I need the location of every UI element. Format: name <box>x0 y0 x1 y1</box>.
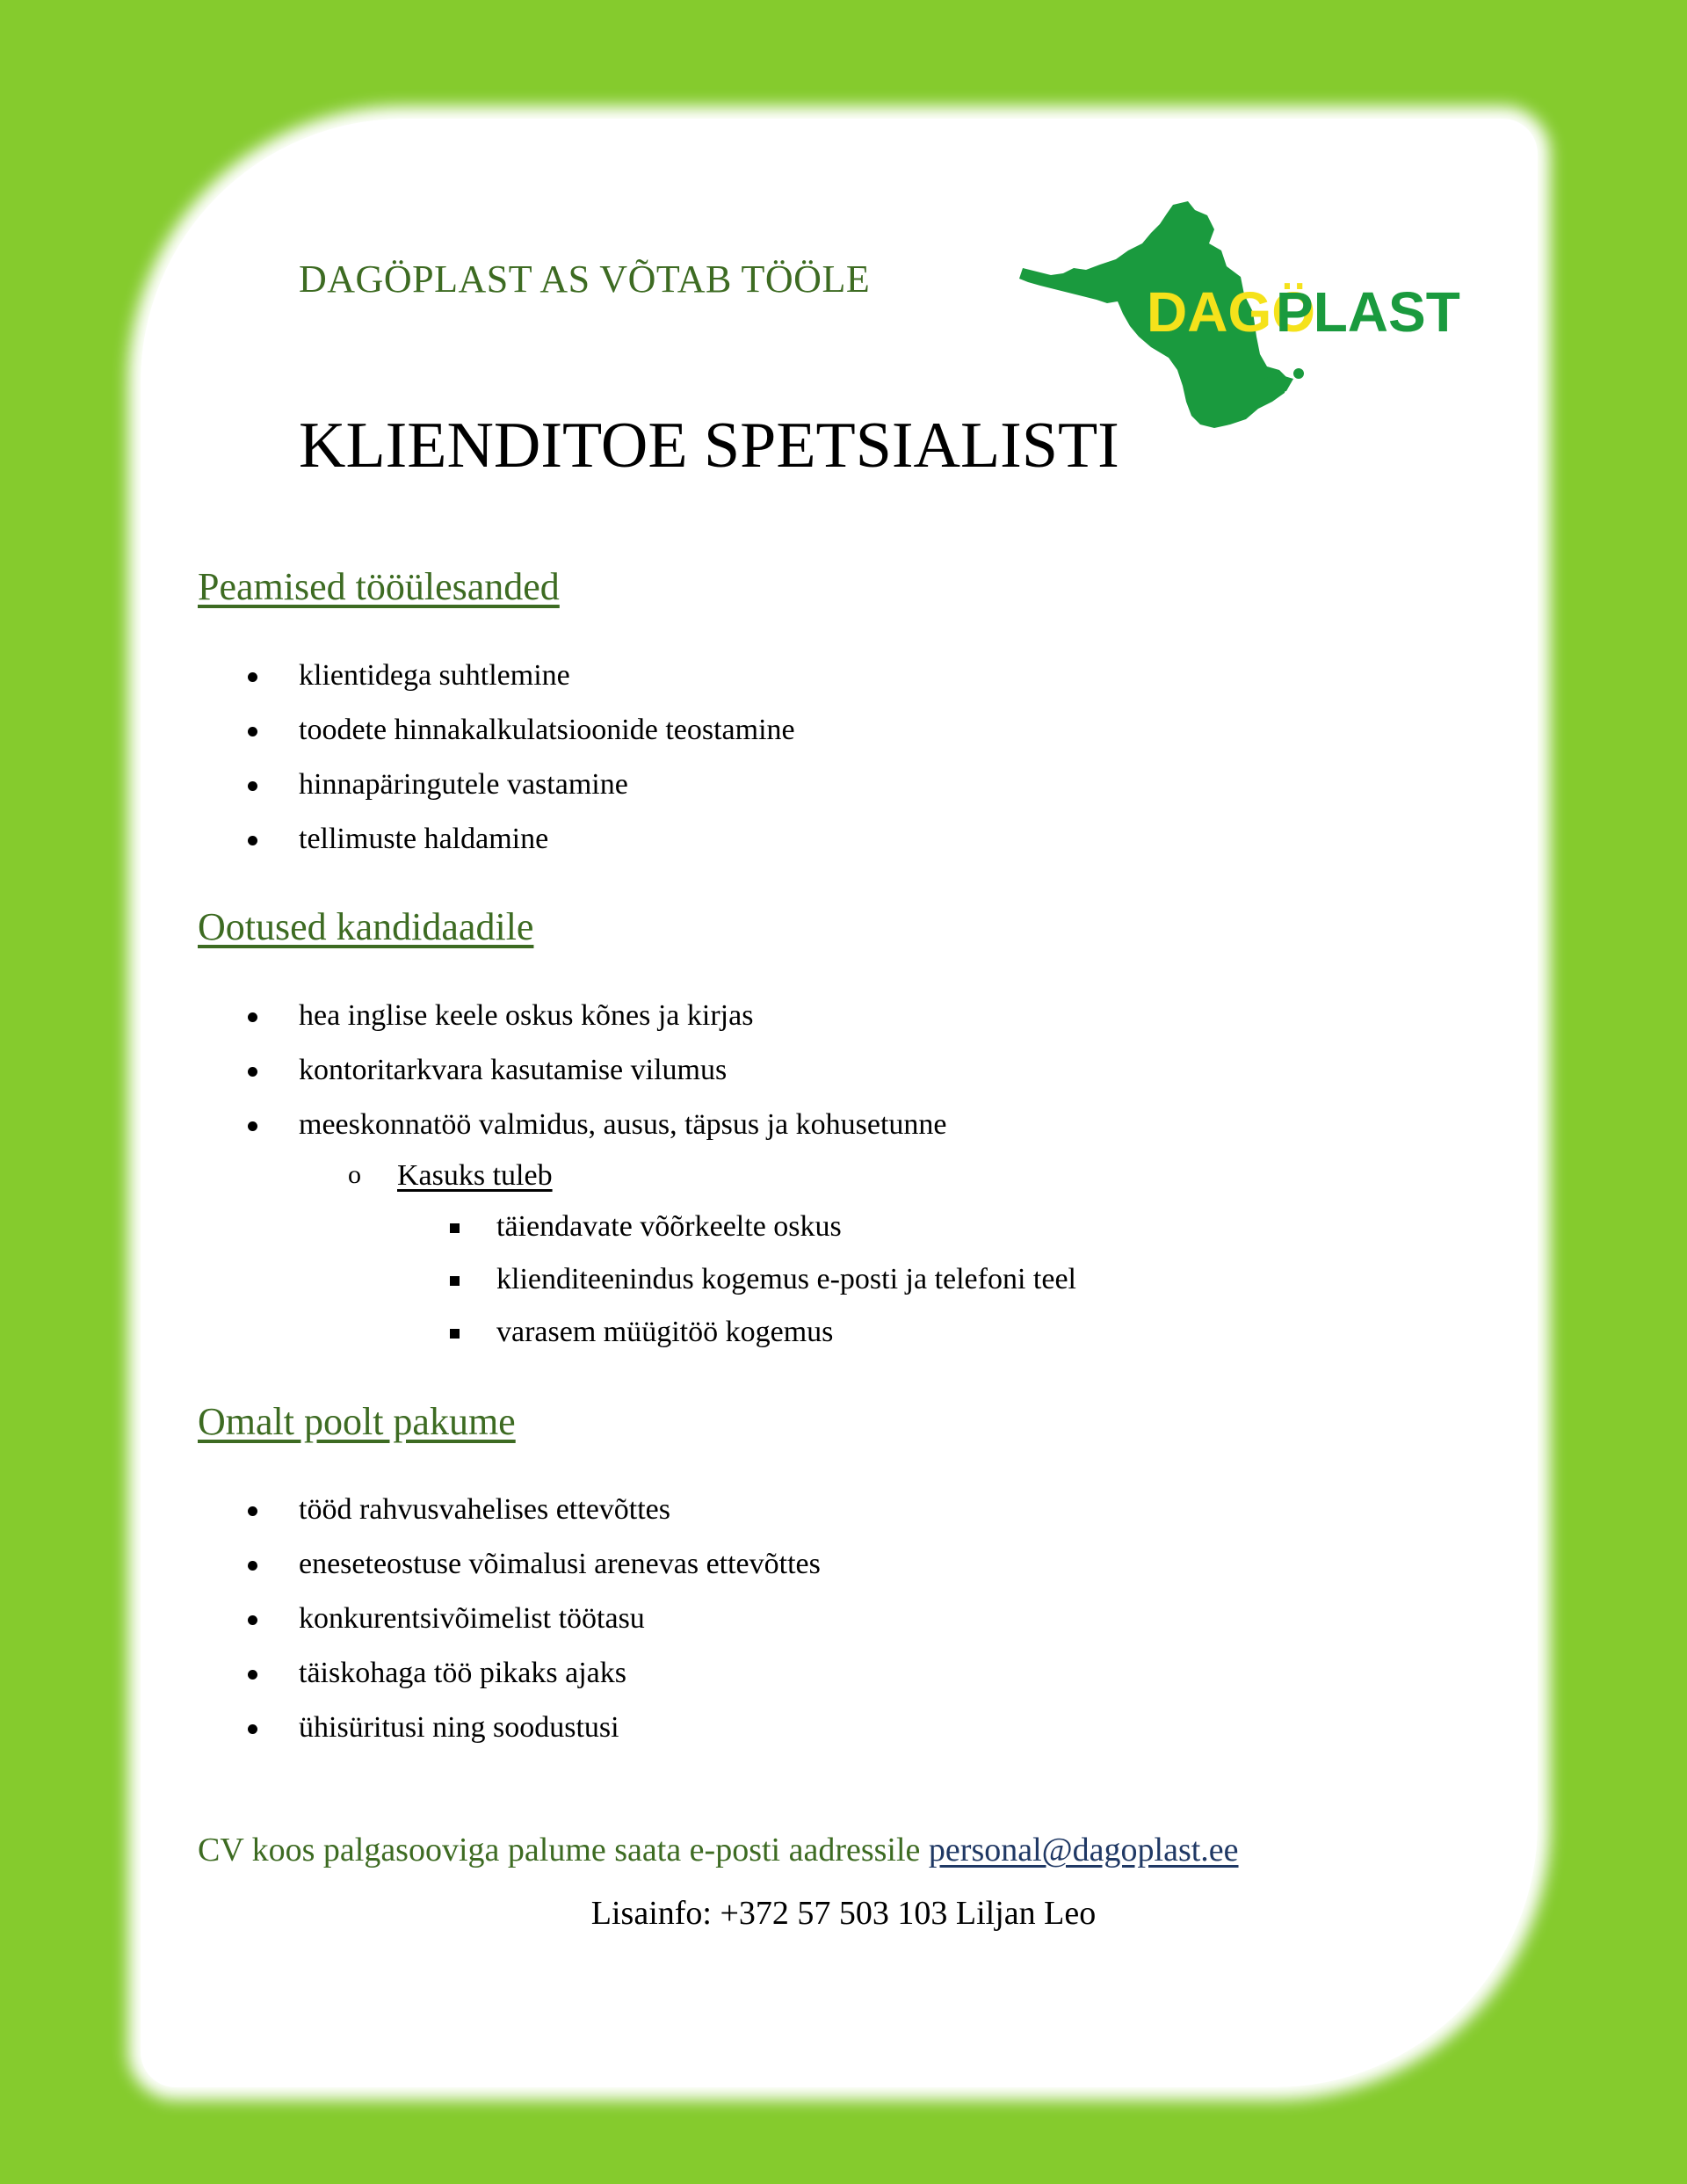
company-logo <box>1019 198 1460 431</box>
list-item: klientidega suhtlemine <box>299 659 570 692</box>
list-item: hinnapäringutele vastamine <box>299 768 628 801</box>
bullet-icon <box>248 727 257 736</box>
bullet-icon <box>248 1012 257 1022</box>
bullet-icon <box>248 1121 257 1131</box>
list-item: ühisüritusi ning soodustusi <box>299 1711 619 1744</box>
bullet-icon <box>248 1724 257 1734</box>
bullet-icon <box>248 1561 257 1571</box>
list-item: hea inglise keele oskus kõnes ja kirjas <box>299 999 754 1032</box>
bullet-icon <box>248 836 257 845</box>
email-link[interactable]: personal@dagoplast.ee <box>928 1832 1239 1868</box>
bullet-icon <box>248 672 257 682</box>
logo-text-dago: DAGÖ <box>1147 280 1315 344</box>
contact-line <box>198 1831 1239 1869</box>
section-heading-tasks: Peamised tööülesanded <box>198 565 560 608</box>
list-item: kontoritarkvara kasutamise vilumus <box>299 1054 728 1086</box>
list-item: konkurentsivõimelist töötasu <box>299 1602 645 1635</box>
section-heading-expectations: Ootused kandidaadile <box>198 905 534 948</box>
bullet-icon <box>248 781 257 791</box>
list-item: meeskonnatöö valmidus, ausus, täpsus ja kohusetunne <box>299 1108 947 1141</box>
list-item: varasem müügitöö kogemus <box>496 1316 834 1348</box>
list-item: eneseteostuse võimalusi arenevas ettevõttes <box>299 1548 821 1580</box>
list-item: toodete hinnakalkulatsioonide teostamine <box>299 714 795 746</box>
extra-info: Lisainfo: +372 57 503 103 Liljan Leo <box>590 1895 1097 1932</box>
circle-bullet-icon: o <box>348 1160 361 1189</box>
square-bullet-icon <box>450 1329 460 1339</box>
bullet-icon <box>248 1670 257 1680</box>
sub-heading-bonus: Kasuks tuleb <box>397 1159 553 1192</box>
hiring-announcement: DAGÖPLAST AS VÕTAB TÖÖLE <box>299 258 871 301</box>
job-title: KLIENDITOE SPETSIALISTI <box>299 410 1119 482</box>
bullet-icon <box>248 1506 257 1516</box>
square-bullet-icon <box>450 1276 460 1286</box>
list-item: tellimuste haldamine <box>299 823 549 855</box>
list-item: tööd rahvusvahelises ettevõttes <box>299 1493 671 1526</box>
bullet-icon <box>248 1615 257 1625</box>
list-item: täiendavate võõrkeelte oskus <box>496 1210 842 1243</box>
logo-text-plast: PLAST <box>1276 280 1460 344</box>
square-bullet-icon <box>450 1223 460 1233</box>
section-heading-offer: Omalt poolt pakume <box>198 1400 516 1443</box>
bullet-icon <box>248 1067 257 1077</box>
list-item: täiskohaga töö pikaks ajaks <box>299 1657 626 1689</box>
list-item: klienditeenindus kogemus e-posti ja telefoni teel <box>496 1263 1076 1295</box>
contact-text: CV koos palgasooviga palume saata e-posti aadressile <box>198 1832 929 1868</box>
